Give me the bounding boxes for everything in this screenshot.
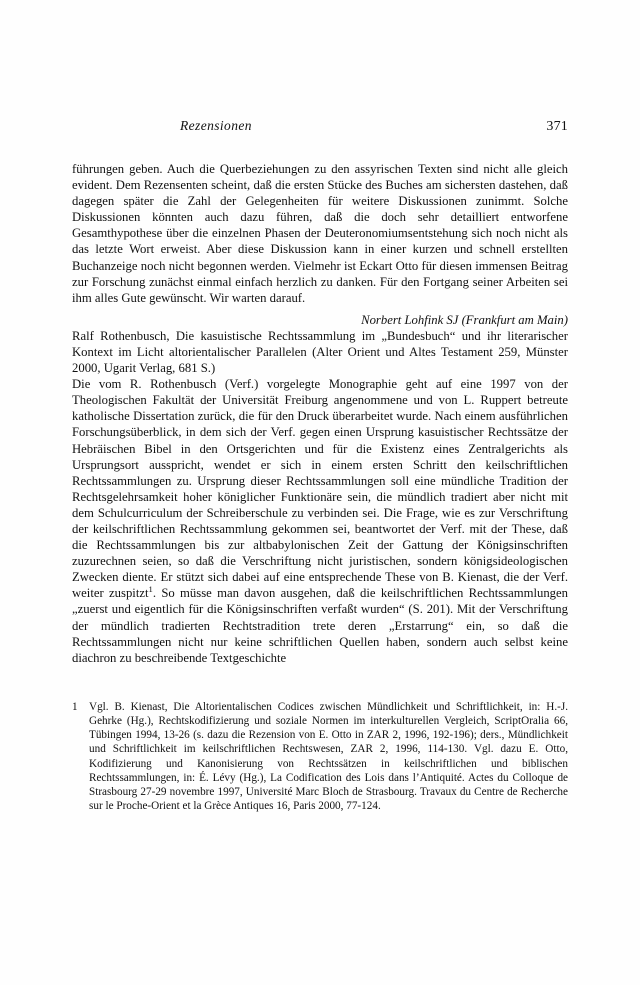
- review-bibliographic-reference: Ralf Rothenbusch, Die kasuistische Rechtssammlung im „Bundesbuch“ und ihr literarischer Kontext im Licht altorientalischer Parallelen (Alter Orient und Altes Testament 259, Münster 2000, Ugarit Verlag, 681 S.): [72, 328, 568, 376]
- article-end-paragraph: führungen geben. Auch die Querbeziehungen zu den assyrischen Texten sind nicht alle gleich evident. Dem Rezensenten scheint, daß die ersten Stücke des Buches am sichersten dastehen, daß dagegen später die Zahl der Gelegenheiten für weitere Diskussionen zunimmt. Solche Diskussionen könnten auch dazu führen, daß die doch sehr detailliert entworfene Gesamthypothese über die einzelnen Phasen der Deuteronomiumsentstehung sich noch nicht als das letzte Wort erweist. Aber diese Diskussion kann in einer kurzen und schnell erstellten Buchanzeige noch nicht begonnen werden. Vielmehr ist Eckart Otto für diesen immensen Beitrag zur Forschung zunächst einmal einfach herzlich zu danken. Für den Fortgang seiner Arbeiten sei ihm alles Gute gewünscht. Wir warten darauf.: [72, 162, 568, 305]
- footnote-reference-1[interactable]: 1: [148, 584, 153, 595]
- footnote-item: [72, 700, 568, 814]
- review-body-part1: Die vom R. Rothenbusch (Verf.) vorgelegte Monographie geht auf eine 1997 von der Theologischen Fakultät der Universität Freiburg angenommene und von L. Ruppert betreute katholische Dissertation zurück, die für den Druck überarbeitet wurde. Nach einem ausführlichen Forschungsüberblick, in dem sich der Verf. gegen einen Ursprung kasuistischer Rechtssätze der Hebräischen Bibel in den Ortsgerichten und für die Existenz eines Zentralgerichts als Ursprungsort ausspricht, wendet er sich in einem ersten Schritt den keilschriftlichen Rechtssammlungen zu. Ursprung dieser Rechtssammlungen soll eine mündliche Tradition der Rechtsgelehrsamkeit hoher königlicher Funktionäre sein, die mündlich tradiert aber nicht mit dem Schulcurriculum der Schreiberschule zu verbinden sei. Die Frage, wie es zur Verschriftung der keilschriftlichen Rechtssammlung gekommen sei, beantwortet der Verf. mit der These, daß die Rechtssammlungen bis zur altbabylonischen Zeit der Gattung der Königsinschriften zuzurechnen seien, so daß die Verschriftung nicht juristischen, sondern königsideologischen Zwecken diente. Er stützt sich dabei auf eine entsprechende These von B. Kienast, die der Verf. weiter zuspitzt: [72, 377, 568, 601]
- running-head: [72, 118, 568, 135]
- page-content: [72, 118, 568, 813]
- running-title: Rezensionen: [180, 118, 252, 133]
- footnote-marker: 1: [72, 700, 78, 713]
- review-body-part2: . So müsse man davon ausgehen, daß die keilschriftlichen Rechtssammlungen „zuerst und eigentlich für die Königsinschriften verfaßt wurden“ (S. 201). Mit der Verschriftung der mündlich tradierten Rechtstradition trete deren „Erstarrung“ ein, so daß die Rechtssammlungen nicht nur keine schriftlichen Quellen haben, sondern auch selbst keine diachron zu beschreibende Textgeschichte: [72, 586, 568, 665]
- footnote-text: Vgl. B. Kienast, Die Altorientalischen Codices zwischen Mündlichkeit und Schriftlichkeit, in: H.-J. Gehrke (Hg.), Rechtskodifizierung und soziale Normen im interkulturellen Vergleich, ScriptOralia 66, Tübingen 1994, 13-26 (s. dazu die Rezension von E. Otto in ZAR 2, 1996, 192-196); ders., Mündlichkeit und Schriftlichkeit im keilschriftlichen Rechtswesen, ZAR 2, 1996, 114-130. Vgl. dazu E. Otto, Kodifizierung und Kanonisierung von Rechtssätzen in keilschriftlichen und biblischen Rechtssammlungen, in: É. Lévy (Hg.), La Codification des Lois dans l’Antiquité. Actes du Colloque de Strasbourg 27-29 novembre 1997, Université Marc Bloch de Strasbourg. Travaux du Centre de Recherche sur le Proche-Orient et la Grèce Antiques 16, Paris 2000, 77-124.: [89, 700, 568, 813]
- review-body-paragraph: [72, 376, 568, 666]
- footnote-area: [72, 692, 568, 814]
- page-number: 371: [546, 119, 568, 134]
- review-attribution: Norbert Lohfink SJ (Frankfurt am Main): [361, 312, 568, 327]
